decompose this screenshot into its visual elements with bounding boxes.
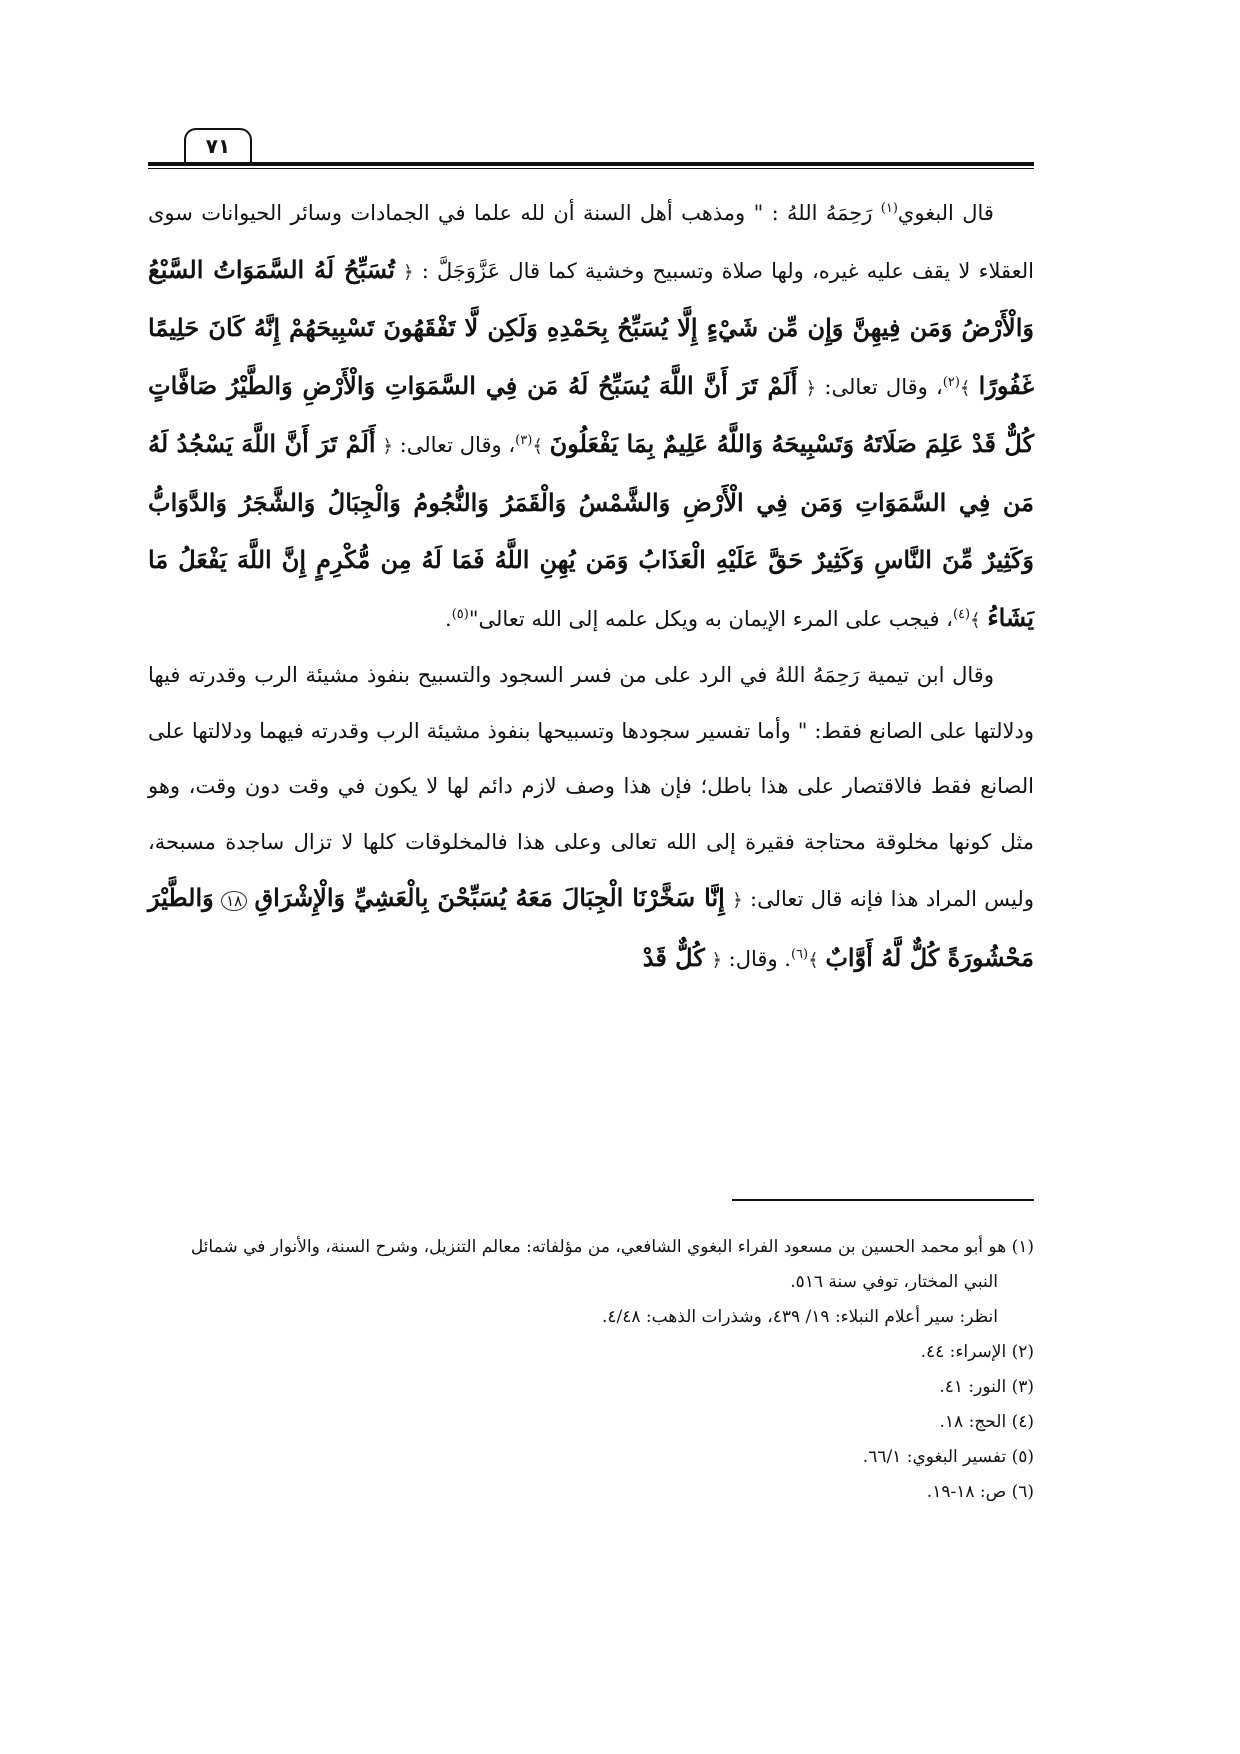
quran-verse: وَالطَّيْرَ مَحْشُورَةً كُلٌّ لَّهُ أَوَّابٌ — [148, 883, 1034, 972]
quran-bracket-close: ﴾ — [970, 609, 981, 631]
footnote-1-continued: النبي المختار، توفي سنة ٥١٦. — [790, 1272, 998, 1292]
quran-bracket-open: ﴿ — [382, 436, 393, 457]
verse-number-marker: ١٨ — [221, 891, 247, 911]
text: . — [445, 606, 452, 631]
footnote-ref: (٥) — [451, 606, 469, 622]
page-header — [148, 128, 1034, 168]
text: قال البغوي — [897, 201, 994, 225]
footnote-ref: (٢) — [942, 374, 960, 390]
text: : " ومذهب أهل السنة أن لله علما في الجمادات وسائر الحيوانات سوى العقلاء لا يقف عليه غيره، ولها صلاة وتسبيح وخشية كما قال — [148, 201, 1034, 283]
footnote-3: (٣) النور: ٤١. — [939, 1377, 1034, 1397]
header-rule — [148, 162, 1034, 166]
text: : — [421, 258, 429, 283]
footnote-ref: (٤) — [952, 606, 971, 622]
paragraph-2 — [148, 648, 1034, 988]
honorific: رَحِمَهُ اللهُ — [774, 663, 860, 687]
header-rule-thin — [148, 168, 1034, 169]
footnote-separator — [732, 1199, 1034, 1201]
text: في الرد على من فسر السجود والتسبيح بنفوذ مشيئة الرب وقدرته فيها ودلالتها على الصانع فقط: " وأما تفسير سجودها وتسبيحها بنفوذ مشيئة الرب وقدرته فيهما ودلالتها على الصانع فقط فالاقتصار على هذا باطل؛ فإن هذا وصف لازم دائم لها لا يكون في وقت دون وقت، وهو مثل كونها مخلوقة محتاجة فقيرة إلى الله تعالى وعلى هذا فالمخلوقات كلها لا تزال ساجدة مسبحة، وليس المراد هذا فإنه قال تعالى: — [148, 663, 1034, 911]
text: ، وقال تعالى: — [399, 433, 516, 457]
quran-verse: إِنَّا سَخَّرْنَا الْجِبَالَ مَعَهُ يُسَبِّحْنَ بِالْعَشِيِّ وَالْإِشْرَاقِ — [254, 883, 725, 912]
footnote-6: (٦) ص: ١٨-١٩. — [926, 1482, 1034, 1502]
footnotes — [148, 1230, 1034, 1510]
footnote-4: (٤) الحج: ١٨. — [939, 1412, 1034, 1432]
page-number: ٧١ — [184, 128, 252, 162]
footnote-5: (٥) تفسير البغوي: ٦٦/١. — [862, 1447, 1034, 1467]
text: . وقال: — [728, 946, 791, 971]
text: وقال ابن تيمية — [867, 663, 994, 687]
quran-verse: كُلٌّ قَدْ — [642, 942, 705, 972]
main-text — [148, 186, 1034, 988]
quran-verse: أَلَمْ تَرَ أَنَّ اللَّهَ يُسَبِّحُ لَهُ مَن فِي السَّمَوَاتِ وَالْأَرْضِ وَالطَّيْرُ صَافَّاتٍ كُلٌّ قَدْ عَلِمَ صَلَاتَهُ وَتَسْبِيحَهُ وَاللَّهُ عَلِيمٌ بِمَا يَفْعَلُونَ — [148, 370, 1034, 458]
footnote-ref: (٣) — [515, 433, 533, 448]
honorific: رَحِمَهُ اللهُ — [787, 201, 873, 225]
text: ، وقال تعالى: — [824, 374, 943, 399]
quran-verse: تُسَبِّحُ لَهُ السَّمَوَاتُ السَّبْعُ وَالْأَرْضُ وَمَن فِيهِنَّ وَإِن مِّن شَيْءٍ إِلَّا يُسَبِّحُ بِحَمْدِهِ وَلَكِن لَّا تَفْقَهُونَ تَسْبِيحَهُمْ إِنَّهُ كَانَ حَلِيمًا غَفُورًا — [148, 254, 1034, 400]
quran-bracket-open: ﴿ — [403, 261, 414, 283]
footnote-2: (٢) الإسراء: ٤٤. — [920, 1342, 1034, 1362]
text: ، فيجب على المرء الإيمان به ويكل علمه إلى الله تعالى" — [468, 606, 953, 631]
footnote-ref: (١) — [880, 201, 898, 216]
honorific: عَزَّوَجَلَّ — [437, 258, 501, 283]
quran-verse: أَلَمْ تَرَ أَنَّ اللَّهَ يَسْجُدُ لَهُ مَن فِي السَّمَوَاتِ وَمَن فِي الْأَرْضِ وَالشَّمْسُ وَالْقَمَرُ وَالنُّجُومُ وَالْجِبَالُ وَالشَّجَرُ وَالدَّوَابُّ وَكَثِيرٌ مِّنَ النَّاسِ وَكَثِيرٌ حَقَّ عَلَيْهِ الْعَذَابُ وَمَن يُهِنِ اللَّهُ فَمَا لَهُ مِن مُّكْرِمٍ إِنَّ اللَّهَ يَفْعَلُ مَا يَشَاءُ — [148, 429, 1034, 632]
quran-bracket-close: ﴾ — [959, 377, 971, 399]
quran-bracket-open: ﴿ — [805, 377, 817, 399]
paragraph-1 — [148, 186, 1034, 648]
footnote-1: (١) هو أبو محمد الحسين بن مسعود الفراء البغوي الشافعي، من مؤلفاته: معالم التنزيل، وشرح السنة، والأنوار في شمائل — [190, 1237, 1034, 1257]
footnote-ref: (٦) — [790, 946, 809, 962]
quran-bracket-open: ﴿ — [732, 890, 743, 911]
quran-bracket-close: ﴾ — [532, 436, 543, 457]
quran-bracket-open: ﴿ — [711, 949, 722, 971]
footnote-1-reference: انظر: سير أعلام النبلاء: ١٩/ ٤٣٩، وشذرات الذهب: ٤/٤٨. — [601, 1307, 998, 1327]
quran-bracket-close: ﴾ — [808, 949, 819, 971]
